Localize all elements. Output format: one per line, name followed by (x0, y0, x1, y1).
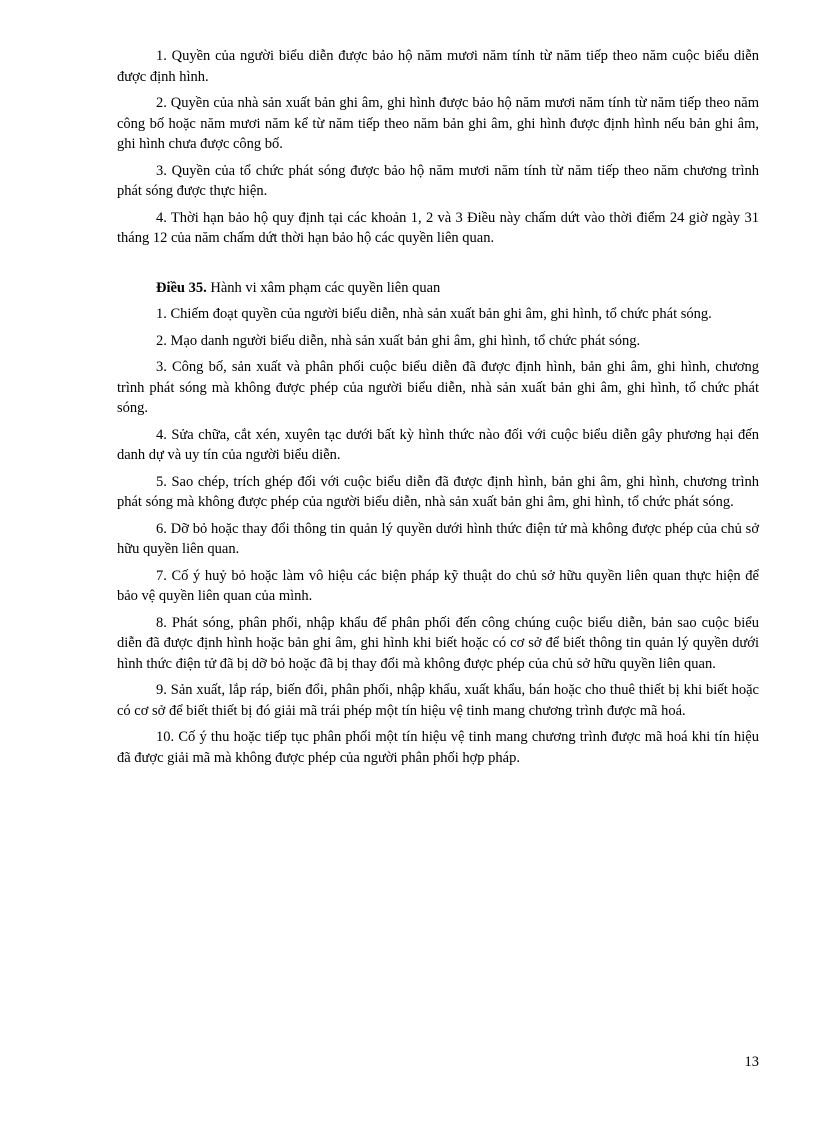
paragraph-35-4: 4. Sửa chữa, cắt xén, xuyên tạc dưới bất kỳ hình thức nào đối với cuộc biểu diễn gây phương hại đến danh dự và uy tín của người biểu diễn. (117, 426, 759, 463)
paragraph-35-7: 7. Cố ý huỷ bỏ hoặc làm vô hiệu các biện pháp kỹ thuật do chủ sở hữu quyền liên quan thực hiện để bảo vệ quyền liên quan của mình. (117, 567, 759, 604)
paragraph-35-5: 5. Sao chép, trích ghép đối với cuộc biểu diễn đã được định hình, bản ghi âm, ghi hình, chương trình phát sóng mà không được phép của người biểu diễn, nhà sản xuất bản ghi âm, ghi hình, tổ chức phát sóng. (117, 473, 759, 510)
article-35-title: Hành vi xâm phạm các quyền liên quan (206, 279, 441, 296)
section-spacer (117, 255, 759, 278)
paragraph-34-3: 3. Quyền của tổ chức phát sóng được bảo hộ năm mươi năm tính từ năm tiếp theo năm chương trình phát sóng được thực hiện. (117, 162, 759, 199)
paragraph-34-1: 1. Quyền của người biểu diễn được bảo hộ năm mươi năm tính từ năm tiếp theo năm cuộc biểu diễn được định hình. (117, 48, 759, 85)
article-35-label: Điều 35. (156, 279, 207, 296)
paragraph-34-2: 2. Quyền của nhà sản xuất bản ghi âm, ghi hình được bảo hộ năm mươi năm tính từ năm tiếp theo năm công bố hoặc năm mươi năm kể từ năm tiếp theo năm bản ghi âm, ghi hình được định hình nếu bản ghi âm, ghi hình chưa được công bố. (117, 95, 759, 152)
paragraph-35-3: 3. Công bố, sản xuất và phân phối cuộc biểu diễn đã được định hình, bản ghi âm, ghi hình, chương trình phát sóng mà không được phép của người biểu diễn, nhà sản xuất bản ghi âm, ghi hình, tổ chức phát sóng. (117, 359, 759, 416)
paragraph-35-1: 1. Chiếm đoạt quyền của người biểu diễn, nhà sản xuất bản ghi âm, ghi hình, tổ chức phát sóng. (156, 306, 712, 322)
paragraph-35-2: 2. Mạo danh người biểu diễn, nhà sản xuất bản ghi âm, ghi hình, tổ chức phát sóng. (156, 332, 641, 349)
paragraph-35-6: 6. Dỡ bỏ hoặc thay đổi thông tin quản lý quyền dưới hình thức điện tử mà không được phép của chủ sở hữu quyền liên quan. (117, 520, 759, 557)
paragraph-35-9: 9. Sản xuất, lắp ráp, biến đổi, phân phối, nhập khẩu, xuất khẩu, bán hoặc cho thuê thiết bị khi biết hoặc có cơ sở để biết thiết bị đó giải mã trái phép một tín hiệu vệ tinh mang chương trình được mã hoá. (117, 682, 759, 719)
paragraph-35-8: 8. Phát sóng, phân phối, nhập khẩu để phân phối đến công chúng cuộc biểu diễn, bản sao cuộc biểu diễn đã được định hình hoặc bản ghi âm, ghi hình khi biết hoặc có cơ sở để biết thông tin quản lý quyền dưới hình thức điện tử đã bị dỡ bỏ hoặc đã bị thay đổi mà không được phép của chủ sở hữu quyền liên quan. (117, 614, 759, 672)
document-page (117, 46, 759, 774)
page-number: 13 (744, 1054, 759, 1070)
article-35-heading (117, 278, 759, 299)
paragraph-34-4: 4. Thời hạn bảo hộ quy định tại các khoản 1, 2 và 3 Điều này chấm dứt vào thời điểm 24 giờ ngày 31 tháng 12 của năm chấm dứt thời hạn bảo hộ các quyền liên quan. (117, 209, 759, 246)
paragraph-35-10: 10. Cố ý thu hoặc tiếp tục phân phối một tín hiệu vệ tinh mang chương trình được mã hoá khi tín hiệu đã được giải mã mà không được phép của người phân phối hợp pháp. (117, 729, 759, 766)
